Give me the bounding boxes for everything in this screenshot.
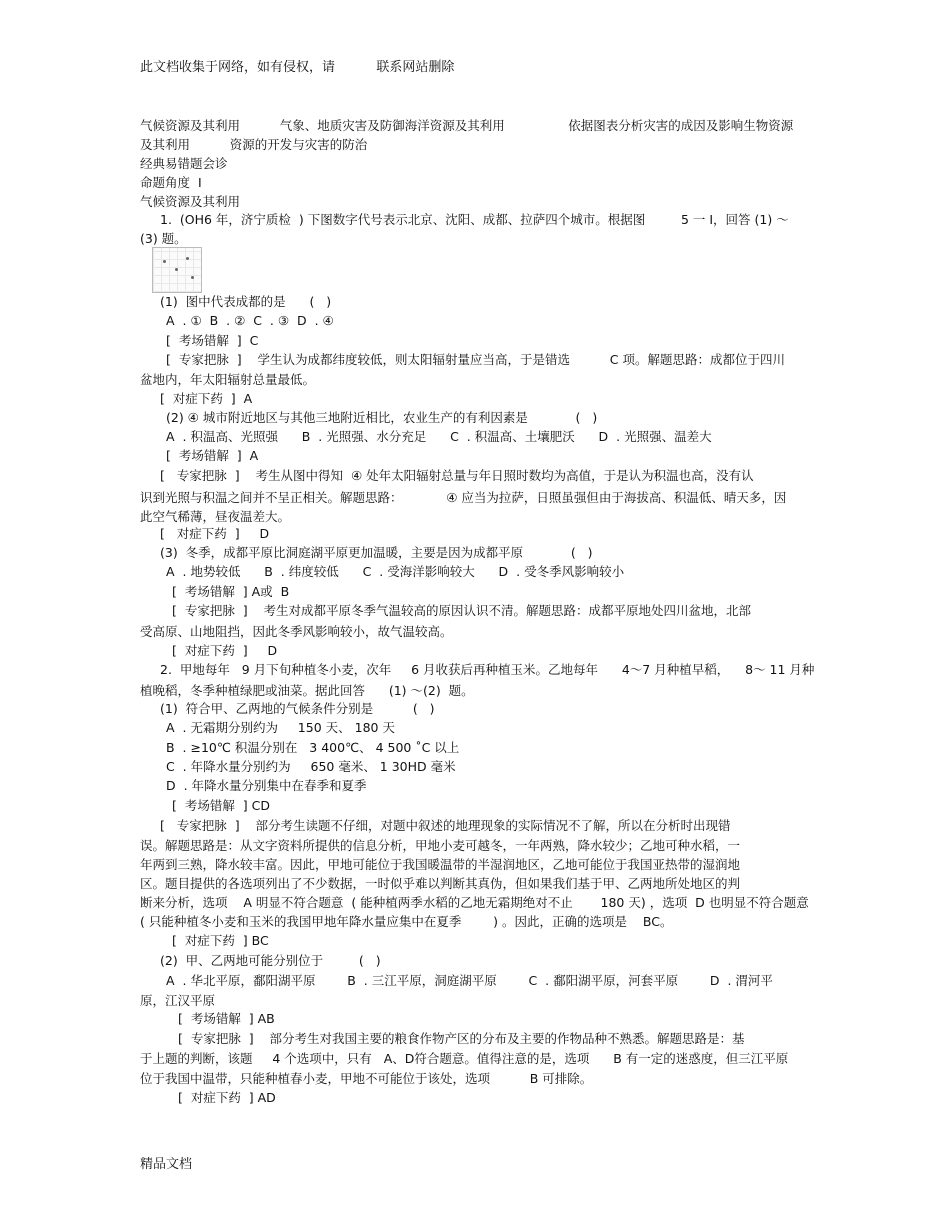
expert-analysis: [ 专家把脉 ] 学生认为成都纬度较低，则太阳辐射量应当高，于是错选 C 项。解题思路：成都位于四川 [166, 352, 785, 367]
expert-analysis: 位于我国中温带，只能种植春小麦，甲地不可能位于该处，选项 B 可排除。 [140, 1071, 593, 1086]
answer-options: A . 积温高、光照强 B . 光照强、水分充足 C . 积温高、土壤肥沃 D . 光照强、温差大 [166, 429, 712, 444]
answer-option-c: C . 年降水量分别约为 650 毫米、 1 30HD 毫米 [166, 759, 456, 774]
page-header: 此文档收集于网络，如有侵权，请 联系网站删除 [140, 60, 455, 75]
correct-answer: [ 对症下药 ] D [160, 526, 270, 541]
answer-option-b: B . ≥10℃ 积温分别在 3 400℃、 4 500 ˚C 以上 [166, 740, 460, 755]
topic-line: 气候资源及其利用 气象、地质灾害及防御海洋资源及其利用 依据图表分析灾害的成因及影响生物资源 [140, 118, 794, 133]
section-heading: 命题角度 Ⅰ [140, 175, 202, 190]
section-heading: 经典易错题会诊 [140, 156, 228, 171]
answer-options: A . 地势较低 B . 纬度较低 C . 受海洋影响较大 D . 受冬季风影响较小 [166, 564, 625, 579]
expert-analysis: 误。解题思路是：从文字资料所提供的信息分析，甲地小麦可越冬，一年两熟，降水较少；乙地可种水稻，一 [140, 838, 741, 853]
answer-option-d: D . 年降水量分别集中在春季和夏季 [166, 778, 367, 793]
correct-answer: [ 对症下药 ] AD [178, 1090, 276, 1105]
expert-analysis: 年两到三熟，降水较丰富。因此，甲地可能位于我国暖温带的半湿润地区，乙地可能位于我国亚热带的湿润地 [140, 857, 741, 872]
expert-analysis: 受高原、山地阻挡，因此冬季风影响较小，故气温较高。 [140, 624, 453, 639]
question-text: (3) 题。 [140, 231, 187, 246]
page-footer: 精品文档 [140, 1157, 193, 1172]
question-text: 1. (OH6 年，济宁质检 ) 下图数字代号表示北京、沈阳、成都、拉萨四个城市。根据图 5 一 Ⅰ，回答 (1) ～ [160, 212, 789, 227]
expert-analysis: [ 专家把脉 ] 考生对成都平原冬季气温较高的原因认识不清。解题思路：成都平原地处四川盆地，北部 [172, 603, 752, 618]
correct-answer: [ 对症下药 ] D [172, 643, 278, 658]
wrong-answer: [ 考场错解 ] C [166, 333, 259, 348]
expert-analysis: 区。题目提供的各选项列出了不少数据，一时似乎难以判断其真伪，但如果我们基于甲、乙两地所处地区的判 [140, 876, 741, 891]
correct-answer: [ 对症下药 ] A [160, 391, 253, 406]
wrong-answer: [ 考场错解 ] A [166, 448, 259, 463]
expert-analysis: 识到光照与积温之间并不呈正相关。解题思路： ④ 应当为拉萨，日照虽强但由于海拔高、积温低、晴天多，因 [140, 490, 787, 505]
expert-analysis: ( 只能种植冬小麦和玉米的我国甲地年降水量应集中在夏季 ) 。因此，正确的选项是 BC。 [140, 914, 673, 929]
subquestion: (2) 甲、乙两地可能分别位于 ( ) [160, 953, 381, 968]
section-heading: 气候资源及其利用 [140, 194, 241, 209]
answer-option-a: A . 无霜期分别约为 150 天、 180 天 [166, 720, 395, 735]
subquestion: (1) 符合甲、乙两地的气候条件分别是 ( ) [160, 701, 435, 716]
expert-analysis: [ 专家把脉 ] 部分考生对我国主要的粮食作物产区的分布及主要的作物品种不熟悉。解题思路是：基 [178, 1031, 745, 1046]
correct-answer: [ 对症下药 ] BC [172, 933, 269, 948]
expert-analysis: 盆地内，年太阳辐射总量最低。 [140, 372, 316, 387]
expert-analysis: [ 专家把脉 ] 部分考生读题不仔细，对题中叙述的地理现象的实际情况不了解，所以在分析时出现错 [160, 818, 731, 833]
topic-line: 及其利用 资源的开发与灾害的防治 [140, 137, 368, 152]
answer-options: A . ① B . ② C . ③ D . ④ [166, 313, 334, 328]
wrong-answer: [ 考场错解 ] AB [178, 1011, 275, 1026]
expert-analysis: 于上题的判断，该题 4 个选项中，只有 A、D符合题意。值得注意的是，选项 B 有一定的迷惑度，但三江平原 [140, 1051, 789, 1066]
subquestion: (3) 冬季，成都平原比洞庭湖平原更加温暖，主要是因为成都平原 ( ) [160, 545, 593, 560]
subquestion: (1) 图中代表成都的是 ( ) [160, 294, 332, 309]
subquestion: (2) ④ 城市附近地区与其他三地附近相比，农业生产的有利因素是 ( ) [166, 410, 598, 425]
expert-analysis: [ 专家把脉 ] 考生从图中得知 ④ 处年太阳辐射总量与年日照时数均为高值，于是认为积温也高，没有认 [160, 468, 754, 483]
wrong-answer: [ 考场错解 ] CD [172, 798, 270, 813]
figure-thumbnail [152, 247, 202, 293]
answer-options: A . 华北平原，鄱阳湖平原 B . 三江平原，洞庭湖平原 C . 鄱阳湖平原，河套平原 D . 渭河平 [166, 973, 773, 988]
question-text: 2. 甲地每年 9 月下旬种植冬小麦，次年 6 月收获后再种植玉米。乙地每年 4～7 月种植早稻， 8～ 11 月种 [160, 662, 815, 677]
expert-analysis: 断来分析，选项 A 明显不符合题意 ( 能种植两季水稻的乙地无霜期绝对不止 180 天) ，选项 D 也明显不符合题意 [140, 895, 809, 910]
question-text: 植晚稻，冬季种植绿肥或油菜。据此回答 (1) ～(2) 题。 [140, 683, 474, 698]
answer-options: 原，江汉平原 [140, 993, 216, 1008]
expert-analysis: 此空气稀薄，昼夜温差大。 [140, 509, 291, 524]
wrong-answer: [ 考场错解 ] A或 B [172, 584, 290, 599]
